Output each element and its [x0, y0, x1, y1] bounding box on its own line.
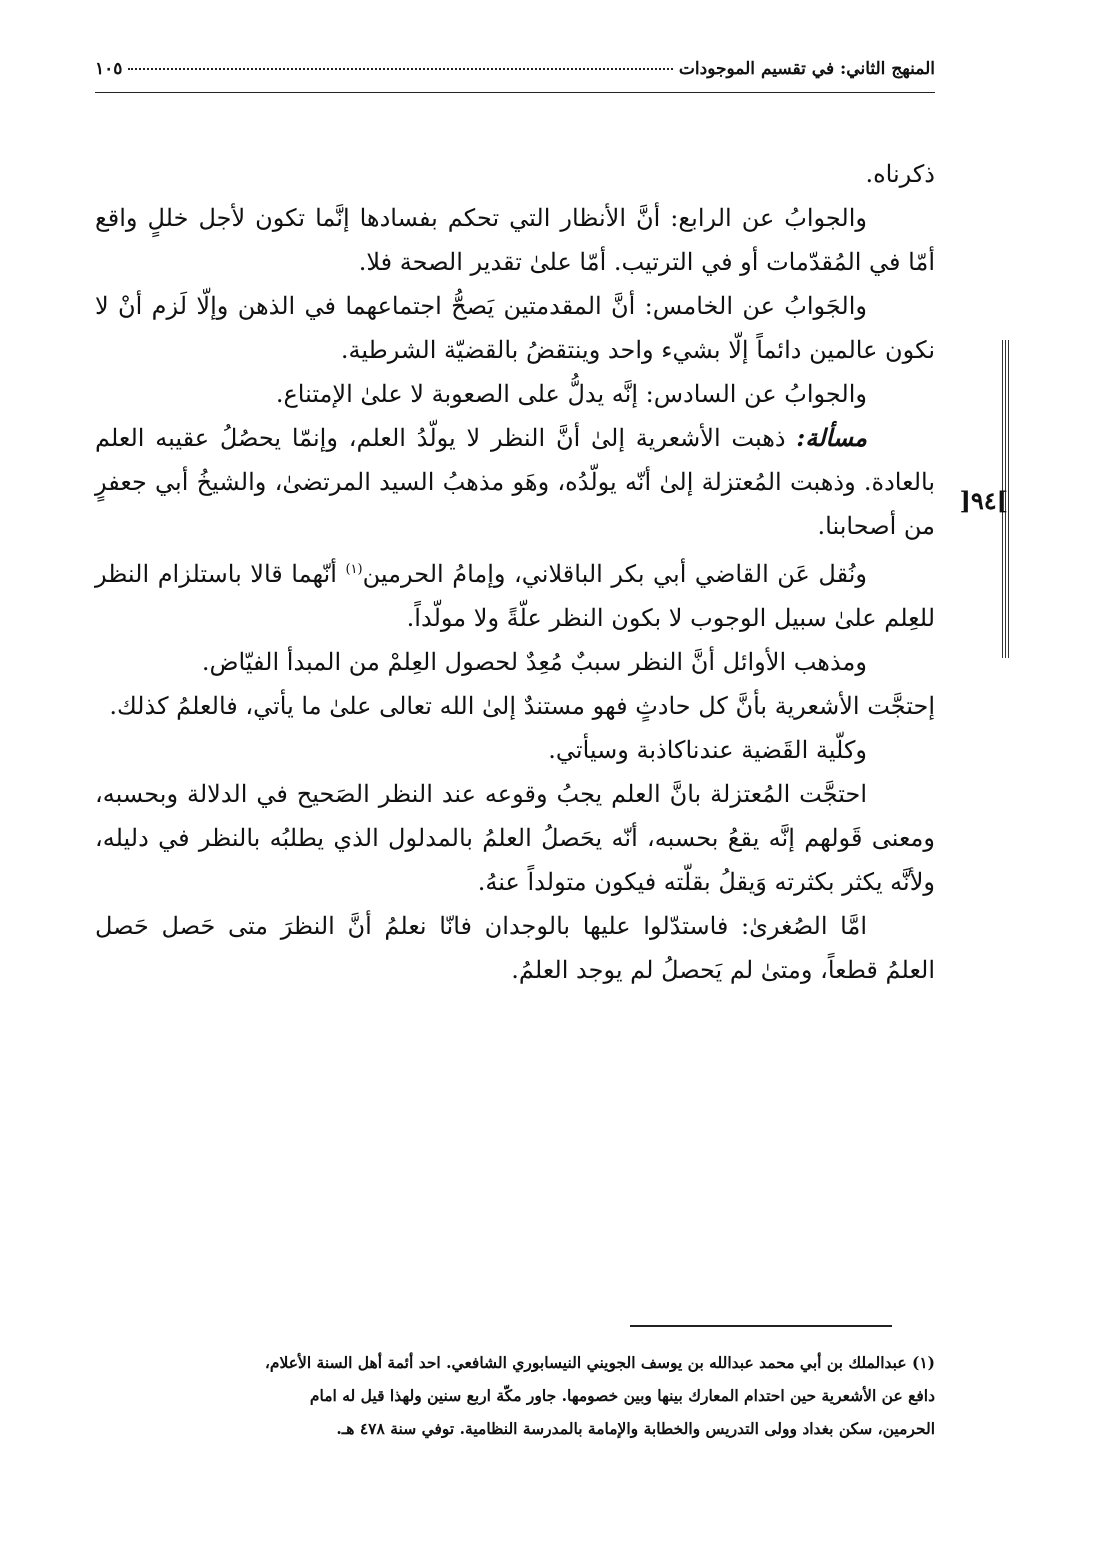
footnote-line: دافع عن الأشعرية حين احتدام المعارك بينها وبين خصومها. جاور مكّة اربع سنين ولهذا قيل له امام — [309, 1386, 935, 1405]
paragraph: وكلّية القَضية عندناكاذبة وسيأتي. — [548, 736, 867, 764]
paragraph: والجوابُ عن الرابع: أنَّ الأنظار التي تحكم بفسادها إنَّما تكون لأجل خللٍ واقع أمّا في المُقدّمات أو في الترتيب. أمّا علىٰ تقدير الصحة فلا. — [95, 204, 935, 276]
running-header — [95, 58, 935, 88]
footnote-separator — [630, 1325, 892, 1327]
paragraph-text: أنّهما قالا باستلزام النظر للعِلم علىٰ سبيل الوجوب لا بكون النظر علّةً ولا مولّداً. — [95, 560, 935, 632]
paragraph: والجَوابُ عن الخامس: أنَّ المقدمتين يَصحُّ اجتماعهما في الذهن وإلّا لَزم أنْ لا نكون عالمين دائماً إلّا بشيء واحد وينتقضُ بالقضيّة الشرطية. — [95, 292, 935, 364]
footnote-reference[interactable]: (١) — [345, 562, 363, 577]
footnote-line: (١) عبدالملك بن أبي محمد عبدالله بن يوسف الجويني النيسابوري الشافعي. احد أئمة أهل السنة الأعلام، — [264, 1353, 935, 1372]
paragraph: إحتجَّت الأشعرية بأنَّ كل حادثٍ فهو مستندٌ إلىٰ الله تعالى علىٰ ما يأتي، فالعلمُ كذلك. — [109, 692, 935, 720]
paragraph — [95, 548, 935, 640]
paragraph: ومذهب الأوائل أنَّ النظر سببٌ مُعِدٌ لحصول العِلمْ من المبدأ الفيّاض. — [201, 648, 867, 676]
issue-heading: مسألة: — [796, 423, 867, 452]
page-number: ١٠٥ — [95, 59, 123, 79]
paragraph-text: ذهبت الأشعرية إلىٰ أنَّ النظر لا يولّدُ العلم، وإنمّا يحصُلُ عقيبه العلم بالعادة. وذهبت المُعتزلة إلىٰ أنّه يولّدُه، وهَو مذهبُ السيد المرتضىٰ، والشيخُ أبي جعفرٍ من أصحابنا. — [95, 424, 935, 540]
paragraph: امَّا الصُغرىٰ: فاستدّلوا عليها بالوجدان فانّا نعلمُ أنَّ النظرَ متى حَصل حَصل العلمُ قطعاً، ومتىٰ لم يَحصلُ لم يوجد العلمُ. — [95, 912, 935, 984]
footnote-line: الحرمين، سكن بغداد وولى التدريس والخطابة والإمامة بالمدرسة النظامية. توفي سنة ٤٧٨ هـ. — [336, 1419, 935, 1438]
paragraph: ذكرناه. — [865, 160, 935, 188]
header-rule — [95, 92, 935, 93]
margin-page-reference: ]٩٤[ — [959, 486, 1008, 515]
footnote — [150, 1346, 935, 1445]
paragraph: والجوابُ عن السادس: إنَّه يدلُّ على الصعوبة لا علىٰ الإمتناع. — [275, 380, 867, 408]
paragraph: احتجَّت المُعتزلة بانَّ العلم يجبُ وقوعه عند النظر الصَحيح في الدلالة وبحسبه، ومعنى قَولهم إنَّه يقعُ بحسبه، أنّه يحَصلُ العلمُ بالمدلول الذي يطلبُه بالنظر في دليله، ولأنَّه يكثر بكثرته وَيقلُ بقلّته فيكون متولداً عنهُ. — [95, 780, 935, 896]
header-dot-leader — [128, 54, 673, 70]
main-text — [95, 152, 935, 992]
header-title: المنهج الثاني: في تقسيم الموجودات — [678, 59, 935, 79]
paragraph — [95, 416, 935, 548]
paragraph-text: ونُقل عَن القاضي أبي بكر الباقلاني، وإمامُ الحرمين — [362, 560, 868, 588]
